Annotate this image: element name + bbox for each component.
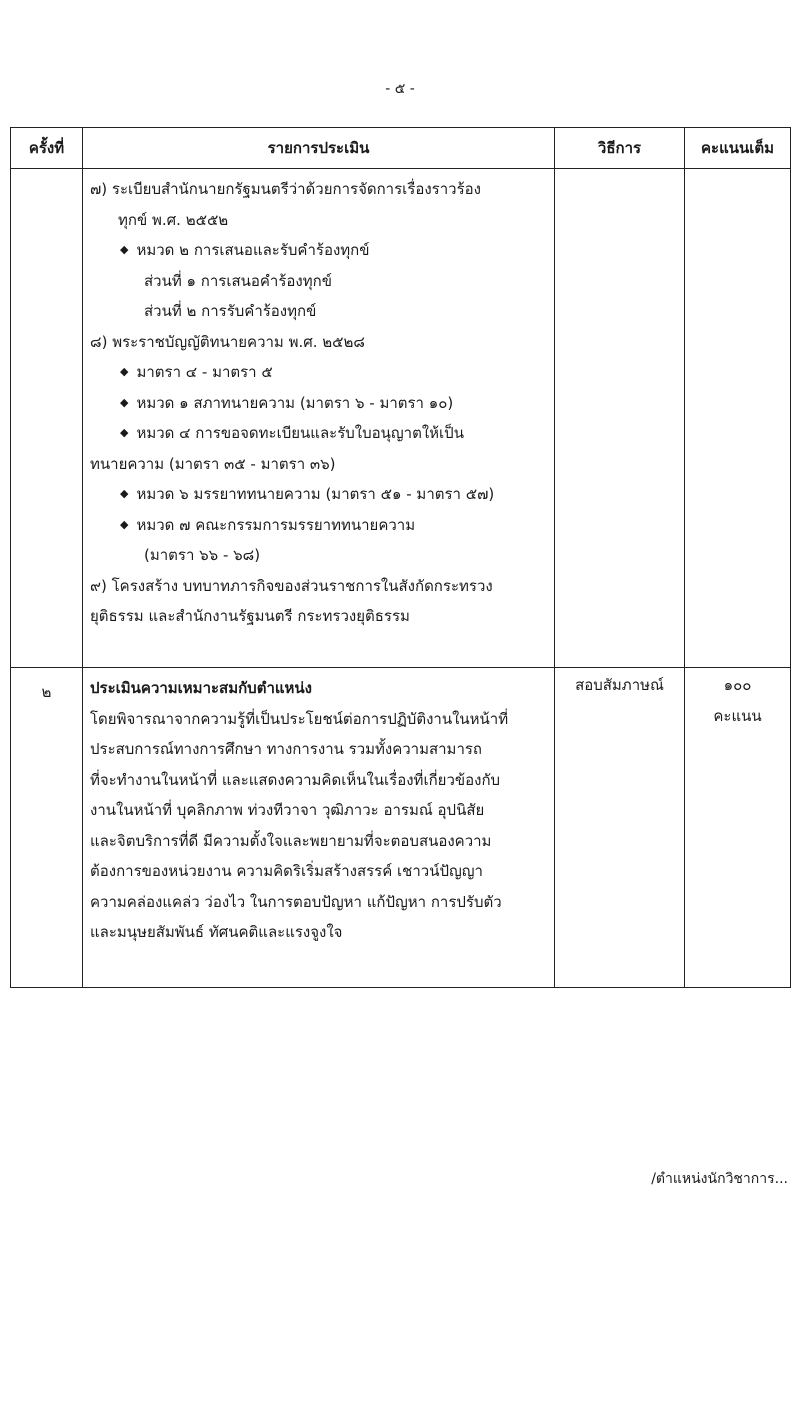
header-full-score: คะแนนเต็ม bbox=[685, 128, 791, 169]
list-item: งานในหน้าที่ บุคลิกภาพ ท่วงทีวาจา วุฒิภาวะ อารมณ์ อุปนิสัย bbox=[90, 801, 485, 819]
list-item: ยุติธรรม และสำนักงานรัฐมนตรี กระทรวงยุติธรรม bbox=[90, 607, 410, 625]
table-row bbox=[11, 668, 791, 988]
diamond-bullet-icon: ◆ bbox=[120, 365, 129, 378]
table-row bbox=[11, 169, 791, 668]
list-item: โดยพิจารณาจากความรู้ที่เป็นประโยชน์ต่อการปฏิบัติงานในหน้าที่ bbox=[90, 709, 509, 728]
diamond-bullet-icon: ◆ bbox=[120, 517, 129, 531]
item-title: ประเมินความเหมาะสมกับตำแหน่ง bbox=[90, 679, 312, 697]
list-item: (มาตรา ๖๖ - ๖๘) bbox=[144, 546, 261, 564]
method-cell bbox=[555, 169, 685, 668]
score-cell bbox=[685, 668, 791, 988]
row-number bbox=[11, 169, 83, 668]
list-item: ◆ มาตรา ๔ - มาตรา ๕ bbox=[90, 357, 545, 388]
row-number: ๒ bbox=[11, 668, 83, 988]
diamond-bullet-icon: ◆ bbox=[120, 487, 129, 500]
score-value: ๑๐๐ bbox=[723, 676, 752, 694]
diamond-bullet-icon: ◆ bbox=[120, 426, 129, 439]
list-item: ◆ หมวด ๑ สภาทนายความ (มาตรา ๖ - มาตรา ๑๐) bbox=[90, 388, 545, 419]
list-item: ประสบการณ์ทางการศึกษา ทางการงาน รวมทั้งความสามารถ bbox=[90, 740, 483, 758]
diamond-bullet-icon: ◆ bbox=[120, 395, 129, 409]
list-item: ◆ หมวด ๖ มรรยาททนายความ (มาตรา ๕๑ - มาตรา ๕๗) bbox=[90, 479, 545, 510]
method-value: สอบสัมภาษณ์ bbox=[575, 676, 664, 694]
continuation-footer: /ตำแหน่งนักวิชาการ... bbox=[651, 1171, 788, 1187]
list-item: ต้องการของหน่วยงาน ความคิดริเริ่มสร้างสรรค์ เชาวน์ปัญญา bbox=[90, 862, 483, 880]
header-method: วิธีการ bbox=[555, 128, 685, 169]
list-item: ๗) ระเบียบสำนักนายกรัฐมนตรีว่าด้วยการจัดการเรื่องราวร้อง bbox=[90, 180, 481, 198]
evaluation-item-cell bbox=[83, 668, 555, 988]
header-number: ครั้งที่ bbox=[11, 128, 83, 169]
list-item: และมนุษยสัมพันธ์ ทัศนคติและแรงจูงใจ bbox=[90, 923, 343, 941]
page-number: - ๕ - bbox=[385, 81, 415, 97]
evaluation-table bbox=[10, 127, 791, 988]
list-item: ความคล่องแคล่ว ว่องไว ในการตอบปัญหา แก้ปัญหา การปรับตัว bbox=[90, 892, 502, 911]
score-cell bbox=[685, 169, 791, 668]
list-item: และจิตบริการที่ดี มีความตั้งใจและพยายามที่จะตอบสนองความ bbox=[90, 831, 492, 850]
list-item: ส่วนที่ ๒ การรับคำร้องทุกข์ bbox=[144, 302, 317, 320]
list-item: ๙) โครงสร้าง บทบาทภารกิจของส่วนราชการในสังกัดกระทรวง bbox=[90, 576, 493, 595]
list-item: ส่วนที่ ๑ การเสนอคำร้องทุกข์ bbox=[144, 271, 332, 290]
list-item: ◆ หมวด ๔ การขอจดทะเบียนและรับใบอนุญาตให้เป็น bbox=[90, 418, 545, 449]
list-item: ๘) พระราชบัญญัติทนายความ พ.ศ. ๒๕๒๘ bbox=[90, 332, 365, 351]
list-item: ◆ หมวด ๒ การเสนอและรับคำร้องทุกข์ bbox=[90, 235, 545, 266]
list-item: ทนายความ (มาตรา ๓๕ - มาตรา ๓๖) bbox=[90, 454, 336, 473]
list-item: ทุกข์ พ.ศ. ๒๕๕๒ bbox=[118, 210, 229, 229]
header-evaluation-item: รายการประเมิน bbox=[83, 128, 555, 169]
list-item: ◆ หมวด ๗ คณะกรรมการมรรยาททนายความ bbox=[90, 510, 545, 541]
score-unit: คะแนน bbox=[713, 706, 762, 725]
list-item: ที่จะทำงานในหน้าที่ และแสดงความคิดเห็นในเรื่องที่เกี่ยวข้องกับ bbox=[90, 770, 501, 789]
method-cell bbox=[555, 668, 685, 988]
evaluation-item-cell bbox=[83, 169, 555, 668]
diamond-bullet-icon: ◆ bbox=[120, 243, 129, 256]
table-header-row bbox=[11, 128, 791, 169]
